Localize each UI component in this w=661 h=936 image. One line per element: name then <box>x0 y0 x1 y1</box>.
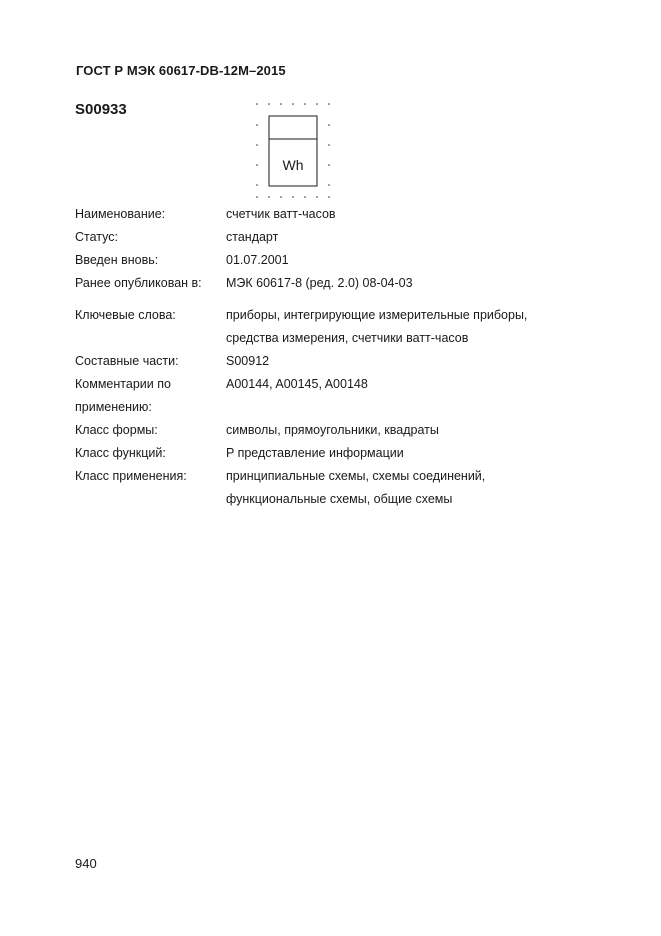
field-value-line: принципиальные схемы, схемы соединений, <box>226 469 486 483</box>
field-value-line: символы, прямоугольники, квадраты <box>226 423 439 437</box>
field-value-line: A00144, A00145, A00148 <box>226 377 368 391</box>
field-label <box>75 419 220 442</box>
field-value-line: 01.07.2001 <box>226 253 289 267</box>
field-value-line: функциональные схемы, общие схемы <box>226 492 453 506</box>
field-value-line: S00912 <box>226 354 270 368</box>
field-label <box>75 350 220 373</box>
field-value-line: средства измерения, счетчики ватт-часов <box>226 331 469 345</box>
field-label <box>75 304 220 327</box>
field-label-line: Ключевые слова: <box>75 308 176 322</box>
field-label <box>75 272 220 295</box>
field-label-line: Статус: <box>75 230 118 244</box>
field-value <box>226 226 586 249</box>
symbol-code: S00933 <box>75 101 127 118</box>
field-label <box>75 249 220 272</box>
field-label-line: Класс применения: <box>75 469 187 483</box>
field-label-line: Введен вновь: <box>75 253 159 267</box>
field-label <box>75 442 220 465</box>
field-label-line: применению: <box>75 400 152 414</box>
field-label <box>75 373 220 419</box>
field-label <box>75 226 220 249</box>
field-value-line: стандарт <box>226 230 279 244</box>
field-value-line: счетчик ватт-часов <box>226 207 336 221</box>
grid-dots <box>256 103 330 198</box>
field-value <box>226 203 586 226</box>
field-label-line: Класс функций: <box>75 446 166 460</box>
field-label-line: Ранее опубликован в: <box>75 276 202 290</box>
field-value <box>226 304 586 350</box>
field-value-line: P представление информации <box>226 446 404 460</box>
field-label <box>75 203 220 226</box>
field-value <box>226 249 586 272</box>
field-label <box>75 465 220 488</box>
watt-hour-meter-symbol <box>254 101 336 199</box>
field-value-line: МЭК 60617-8 (ред. 2.0) 08-04-03 <box>226 276 413 290</box>
meter-label: Wh <box>282 157 304 173</box>
field-value <box>226 373 586 396</box>
field-value <box>226 419 586 442</box>
page-number: 940 <box>75 856 97 871</box>
field-label-line: Наименование: <box>75 207 166 221</box>
document-header: ГОСТ Р МЭК 60617-DB-12M–2015 <box>76 63 286 78</box>
field-value <box>226 442 586 465</box>
field-value <box>226 350 586 373</box>
field-label-line: Класс формы: <box>75 423 158 437</box>
field-label-line: Комментарии по <box>75 377 171 391</box>
field-value-line: приборы, интегрирующие измерительные приборы, <box>226 308 528 322</box>
meter-rectangle <box>269 116 317 186</box>
field-value <box>226 465 586 511</box>
field-value <box>226 272 586 295</box>
field-label-line: Составные части: <box>75 354 179 368</box>
